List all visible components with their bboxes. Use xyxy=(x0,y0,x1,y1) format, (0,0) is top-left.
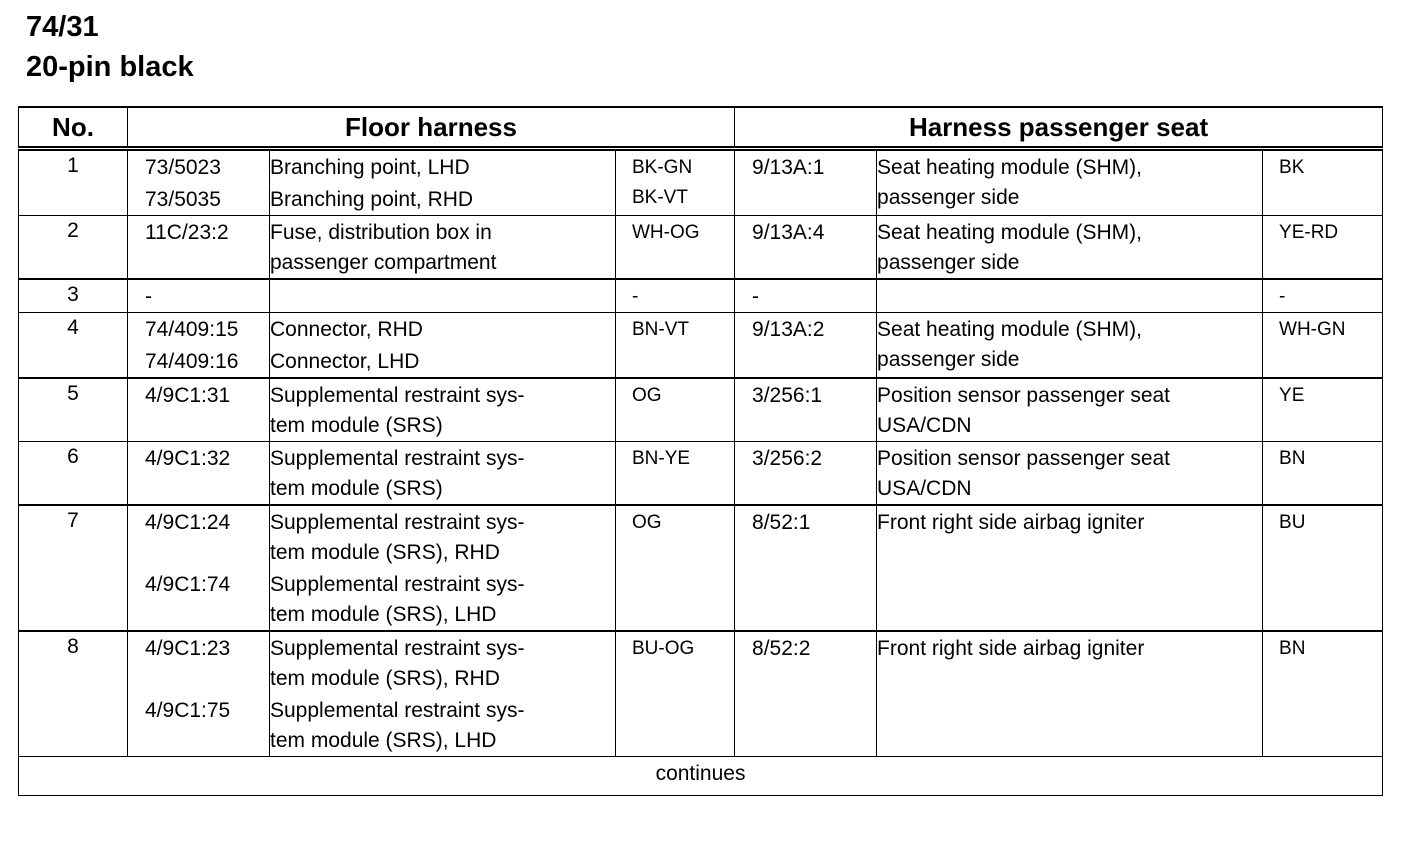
floor-code-cell xyxy=(128,505,270,631)
seat-description-cell xyxy=(877,313,1263,379)
floor-code-cell xyxy=(128,149,270,216)
table-row xyxy=(19,149,1383,216)
seat-code-cell xyxy=(735,279,877,313)
seat-wire-color-cell xyxy=(1263,631,1383,757)
floor-description-cell xyxy=(270,313,616,379)
floor-description-cell xyxy=(270,631,616,757)
table-row xyxy=(19,279,1383,313)
seat-description-cell xyxy=(877,505,1263,631)
seat-wire-color: YE-RD xyxy=(1279,222,1339,243)
floor-component-description: Supplemental restraint sys- tem module (SRS), RHD xyxy=(270,511,525,564)
floor-component-description: Supplemental restraint sys- tem module (SRS) xyxy=(270,384,525,437)
seat-wire-color-cell xyxy=(1263,149,1383,216)
floor-component-code: 4/9C1:23 xyxy=(145,637,231,660)
seat-code-cell xyxy=(735,505,877,631)
seat-description-cell xyxy=(877,216,1263,280)
floor-wire-color-cell xyxy=(616,505,735,631)
floor-code-cell xyxy=(128,313,270,379)
pin-number: 2 xyxy=(19,216,128,280)
floor-wire-color: OG xyxy=(632,385,662,406)
pin-number: 5 xyxy=(19,378,128,442)
connector-description: 20-pin black xyxy=(26,51,194,83)
floor-component-code: 11C/23:2 xyxy=(145,221,229,244)
floor-component-description: Connector, LHD xyxy=(270,350,420,373)
seat-description-cell xyxy=(877,378,1263,442)
floor-code-cell xyxy=(128,631,270,757)
header-floor-harness: Floor harness xyxy=(128,107,735,149)
floor-component-description xyxy=(270,280,615,312)
floor-component-description: Supplemental restraint sys- tem module (SRS), LHD xyxy=(270,573,525,626)
floor-wire-color-cell xyxy=(616,313,735,379)
header-no: No. xyxy=(19,107,128,149)
seat-component-description: Front right side airbag igniter xyxy=(877,511,1145,534)
floor-component-code: 74/409:15 xyxy=(145,318,239,341)
seat-description-cell xyxy=(877,631,1263,757)
seat-code-cell xyxy=(735,378,877,442)
floor-description-cell xyxy=(270,279,616,313)
floor-wire-color: BN-YE xyxy=(632,448,691,469)
table-row xyxy=(19,505,1383,631)
seat-component-code: 8/52:2 xyxy=(752,637,811,660)
floor-wire-color-cell xyxy=(616,631,735,757)
seat-wire-color: - xyxy=(1279,286,1286,307)
seat-component-code: 8/52:1 xyxy=(752,511,811,534)
seat-wire-color: YE xyxy=(1279,385,1305,406)
floor-wire-color: BU-OG xyxy=(632,638,695,659)
seat-component-description: Front right side airbag igniter xyxy=(877,637,1145,660)
floor-component-code: 4/9C1:74 xyxy=(145,573,231,596)
seat-wire-color-cell xyxy=(1263,313,1383,379)
floor-description-cell xyxy=(270,505,616,631)
seat-component-description: Position sensor passenger seat USA/CDN xyxy=(877,384,1171,437)
seat-component-description xyxy=(877,280,1262,312)
floor-component-code: 73/5035 xyxy=(145,188,221,211)
seat-wire-color-cell xyxy=(1263,378,1383,442)
table-row xyxy=(19,631,1383,757)
seat-wire-color: BU xyxy=(1279,512,1306,533)
floor-component-code: 74/409:16 xyxy=(145,350,239,373)
header-harness-passenger-seat: Harness passenger seat xyxy=(735,107,1383,149)
floor-component-code: 4/9C1:32 xyxy=(145,447,231,470)
floor-component-description: Supplemental restraint sys- tem module (SRS), LHD xyxy=(270,699,525,752)
floor-wire-color-cell xyxy=(616,442,735,506)
floor-wire-color-cell xyxy=(616,216,735,280)
table-body xyxy=(19,149,1383,757)
floor-wire-color-cell xyxy=(616,279,735,313)
floor-wire-color-cell xyxy=(616,378,735,442)
floor-component-description: Branching point, RHD xyxy=(270,188,474,211)
table-footer-row xyxy=(19,757,1383,796)
seat-component-code: 3/256:2 xyxy=(752,447,823,470)
seat-description-cell xyxy=(877,279,1263,313)
floor-wire-color: BK-GN xyxy=(632,157,693,178)
seat-code-cell xyxy=(735,216,877,280)
table-row xyxy=(19,378,1383,442)
table-row xyxy=(19,442,1383,506)
floor-description-cell xyxy=(270,216,616,280)
seat-code-cell xyxy=(735,631,877,757)
seat-component-code: 3/256:1 xyxy=(752,384,823,407)
seat-component-description: Position sensor passenger seat USA/CDN xyxy=(877,447,1171,500)
floor-component-description: Fuse, distribution box in passenger compartment xyxy=(270,221,497,274)
seat-component-code: 9/13A:1 xyxy=(752,156,825,179)
seat-wire-color: WH-GN xyxy=(1279,319,1346,340)
floor-component-code: 4/9C1:75 xyxy=(145,699,231,722)
pin-number: 7 xyxy=(19,505,128,631)
seat-wire-color-cell xyxy=(1263,505,1383,631)
seat-code-cell xyxy=(735,442,877,506)
floor-wire-color: OG xyxy=(632,512,662,533)
floor-component-description: Connector, RHD xyxy=(270,318,423,341)
floor-code-cell xyxy=(128,216,270,280)
pin-number: 1 xyxy=(19,149,128,216)
floor-description-cell xyxy=(270,378,616,442)
floor-code-cell xyxy=(128,442,270,506)
floor-code-cell xyxy=(128,378,270,442)
seat-component-description: Seat heating module (SHM), passenger side xyxy=(877,221,1142,274)
table-row xyxy=(19,313,1383,379)
floor-wire-color: WH-OG xyxy=(632,222,700,243)
floor-component-description: Branching point, LHD xyxy=(270,156,470,179)
floor-wire-color: - xyxy=(632,286,639,307)
seat-component-description: Seat heating module (SHM), passenger side xyxy=(877,318,1142,371)
floor-component-description: Supplemental restraint sys- tem module (SRS), RHD xyxy=(270,637,525,690)
connector-number: 74/31 xyxy=(26,11,99,43)
seat-component-code: - xyxy=(752,285,760,308)
seat-component-code: 9/13A:4 xyxy=(752,221,825,244)
table-header-row xyxy=(19,107,1383,149)
pin-number: 8 xyxy=(19,631,128,757)
floor-description-cell xyxy=(270,149,616,216)
seat-wire-color-cell xyxy=(1263,279,1383,313)
pin-assignment-table xyxy=(18,106,1383,796)
seat-wire-color-cell xyxy=(1263,216,1383,280)
floor-component-code: 73/5023 xyxy=(145,156,221,179)
seat-wire-color: BN xyxy=(1279,448,1306,469)
pin-number: 4 xyxy=(19,313,128,379)
pin-number: 3 xyxy=(19,279,128,313)
pin-number: 6 xyxy=(19,442,128,506)
seat-wire-color-cell xyxy=(1263,442,1383,506)
floor-wire-color: BN-VT xyxy=(632,319,689,340)
floor-code-cell xyxy=(128,279,270,313)
seat-wire-color: BN xyxy=(1279,638,1306,659)
seat-component-description: Seat heating module (SHM), passenger side xyxy=(877,156,1142,209)
seat-description-cell xyxy=(877,442,1263,506)
floor-component-code: - xyxy=(145,285,152,308)
floor-component-code: 4/9C1:31 xyxy=(145,384,231,407)
floor-component-description: Supplemental restraint sys- tem module (SRS) xyxy=(270,447,525,500)
floor-wire-color: BK-VT xyxy=(632,187,688,208)
seat-description-cell xyxy=(877,149,1263,216)
floor-description-cell xyxy=(270,442,616,506)
seat-wire-color: BK xyxy=(1279,157,1305,178)
seat-code-cell xyxy=(735,313,877,379)
seat-code-cell xyxy=(735,149,877,216)
table-row xyxy=(19,216,1383,280)
floor-wire-color-cell xyxy=(616,149,735,216)
continues-note: continues xyxy=(19,757,1383,796)
floor-component-code: 4/9C1:24 xyxy=(145,511,231,534)
seat-component-code: 9/13A:2 xyxy=(752,318,825,341)
